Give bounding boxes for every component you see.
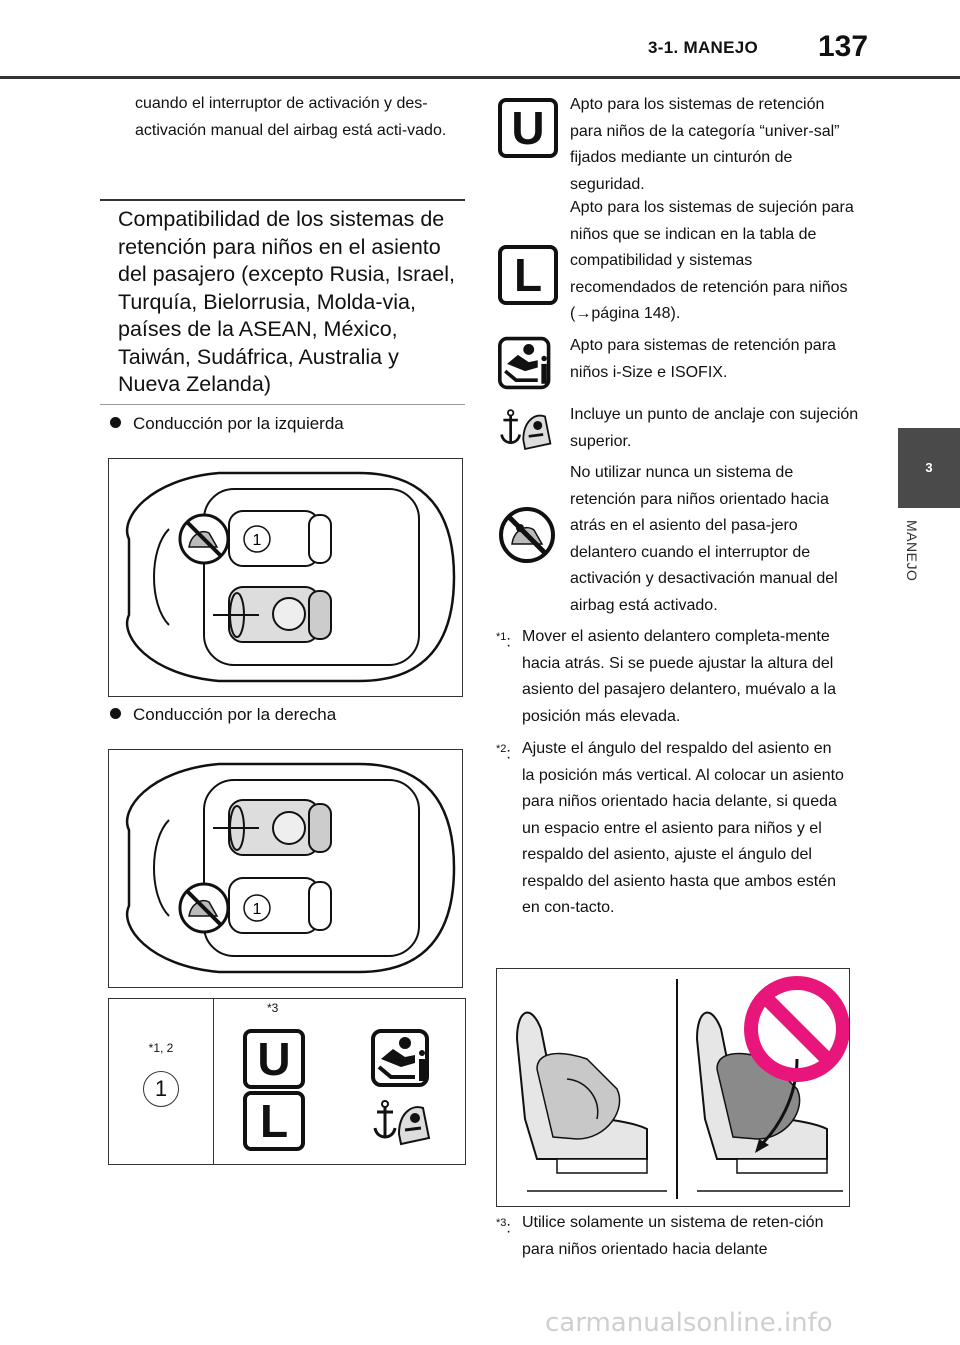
header-rule bbox=[0, 76, 960, 79]
bullet-label: Conducción por la derecha bbox=[133, 705, 337, 724]
symbol-description: No utilizar nunca un sistema de retención para niños orientado hacia atrás en el asiento del pasa-jero delantero cuando el interruptor de activación y desactivación manual del airbag está activado. bbox=[570, 464, 838, 614]
symbol-description: Incluye un punto de anclaje con sujeción superior. bbox=[570, 406, 859, 450]
seat-position-illustration bbox=[496, 968, 850, 1207]
table-isize-isofix-icon bbox=[371, 1029, 433, 1092]
symbol-row-anchor bbox=[498, 402, 858, 462]
bullet-left-drive bbox=[110, 414, 344, 434]
note-mark: *3 bbox=[496, 1217, 507, 1229]
isize-isofix-icon bbox=[498, 335, 554, 396]
prohibited-rear-facing-icon bbox=[498, 506, 556, 569]
universal-u-icon: U bbox=[498, 98, 558, 158]
table-universal-u-icon: U bbox=[243, 1029, 305, 1089]
incorrect-seat-drawing bbox=[697, 1013, 843, 1191]
note-mark: *2 bbox=[496, 743, 507, 755]
table-top-tether-anchor-icon bbox=[371, 1094, 433, 1157]
bullet-dot bbox=[110, 417, 121, 428]
note-text: Mover el asiento delantero completa-mente hacia atrás. Si se puede ajustar la altura del asiento del pasajero delantero, muévalo a la posición más elevada. bbox=[522, 628, 836, 725]
limited-l-icon: L bbox=[498, 245, 558, 305]
section-title: 3-1. MANEJO bbox=[648, 38, 759, 57]
seat-number-label: 1 bbox=[252, 901, 262, 918]
symbol-description: Apto para los sistemas de sujeción para niños que se indican en la tabla de compatibilidad y sistemas recomendados de retención para niños (→página 148). bbox=[570, 199, 854, 322]
symbol-description: Apto para los sistemas de retención para niños de la categoría “univer-sal” fijados mediante un cinturón de seguridad. bbox=[570, 96, 840, 193]
note-text: Ajuste el ángulo del respaldo del asiento en la posición más vertical. Al colocar un asiento para niños orientado hacia delante, si queda un espacio entre el asiento para niños y el respaldo del asiento, ajuste el ángulo del respaldo del asiento hasta que ambos estén en con-tacto. bbox=[522, 740, 844, 916]
symbol-row-universal bbox=[498, 92, 858, 202]
car-diagram-left-drive bbox=[108, 458, 463, 697]
table-seat-number: 1 bbox=[143, 1071, 179, 1107]
compatibility-table bbox=[108, 998, 466, 1165]
page-number: 137 bbox=[818, 30, 869, 63]
note-mark: *1 bbox=[496, 631, 507, 643]
intro-paragraph: cuando el interruptor de activación y des-activación manual del airbag está acti-vado. bbox=[135, 95, 447, 139]
symbol-description: Apto para sistemas de retención para niños i-Size e ISOFIX. bbox=[570, 337, 836, 381]
chapter-side-label: MANEJO bbox=[904, 520, 920, 582]
car-diagram-right-drive bbox=[108, 749, 463, 988]
table-col1-header: *1, 2 bbox=[148, 1041, 174, 1055]
bullet-label: Conducción por la izquierda bbox=[133, 414, 344, 433]
top-tether-anchor-icon bbox=[498, 402, 554, 463]
note-text: Utilice solamente un sistema de reten-ción para niños orientado hacia delante bbox=[522, 1214, 824, 1258]
no-rear-facing-seat-icon bbox=[180, 515, 228, 563]
chapter-tab[interactable]: 3 bbox=[898, 428, 960, 508]
table-divider bbox=[213, 999, 214, 1164]
table-col2-header: *3 bbox=[267, 1001, 279, 1015]
section-heading: Compatibilidad de los sistemas de retención para niños en el asiento del pasajero (excepto Rusia, Israel, Turquía, Bielorrusia, Molda-via, países de la ASEAN, México, Taiwán, Sudáfrica, Australia y Nueva Zelanda) bbox=[118, 207, 456, 396]
seat-number-label: 1 bbox=[252, 532, 262, 549]
bullet-right-drive bbox=[110, 705, 336, 725]
table-limited-l-icon: L bbox=[243, 1091, 305, 1151]
no-rear-facing-seat-icon bbox=[180, 884, 228, 932]
bullet-dot bbox=[110, 708, 121, 719]
symbol-row-prohibited bbox=[498, 460, 858, 620]
symbol-row-limited bbox=[498, 195, 858, 330]
watermark: carmanualsonline.info bbox=[545, 1308, 833, 1338]
symbol-row-isize bbox=[498, 333, 858, 393]
correct-seat-drawing bbox=[517, 1013, 667, 1191]
